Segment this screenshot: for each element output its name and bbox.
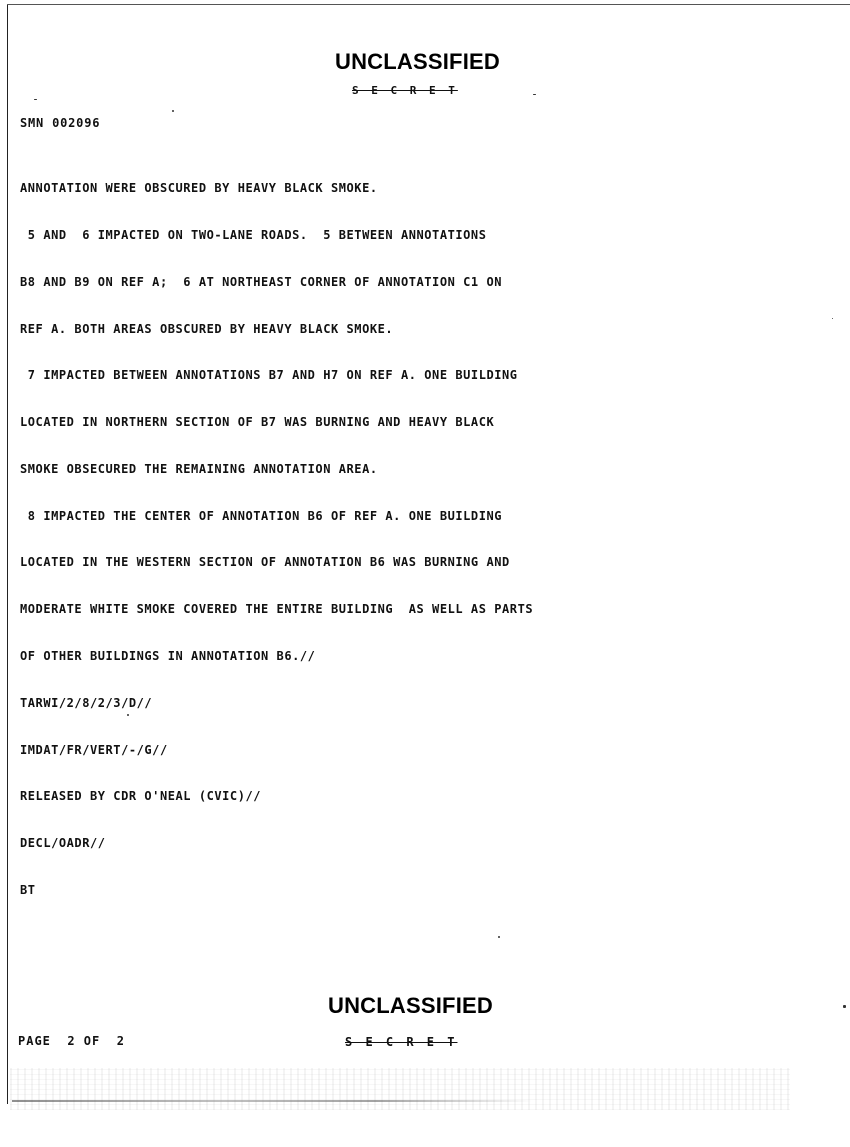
body-line: LOCATED IN NORTHERN SECTION OF B7 WAS BURNING AND HEAVY BLACK <box>20 415 495 430</box>
body-line: TARWI/2/8/2/3/D// <box>20 695 153 710</box>
secret-mark-header: S E C R E T <box>352 84 458 97</box>
body-line: OF OTHER BUILDINGS IN ANNOTATION B6.// <box>20 649 316 663</box>
page-border-top <box>7 4 850 5</box>
scan-speck <box>832 318 833 319</box>
message-body <box>20 150 720 914</box>
body-line: 7 IMPACTED BETWEEN ANNOTATIONS B7 AND H7 ON REF A. ONE BUILDING <box>20 368 518 383</box>
secret-mark-footer: S E C R E T <box>345 1035 458 1049</box>
page-border-left <box>7 4 8 1104</box>
body-line: LOCATED IN THE WESTERN SECTION OF ANNOTATION B6 WAS BURNING AND <box>20 555 510 570</box>
scan-speck <box>34 99 37 100</box>
body-line: RELEASED BY CDR O'NEAL (CVIC)// <box>20 789 262 804</box>
body-line: SMOKE OBSECURED THE REMAINING ANNOTATION AREA. <box>20 461 378 476</box>
classification-header: UNCLASSIFIED <box>335 49 500 74</box>
page-number: PAGE 2 OF 2 <box>18 1034 125 1048</box>
scan-noise-line <box>12 1100 532 1102</box>
body-line: DECL/OADR// <box>20 836 106 851</box>
body-line: BT <box>20 882 36 897</box>
scan-speck <box>498 936 500 938</box>
classification-footer: UNCLASSIFIED <box>328 993 493 1018</box>
body-line: REF A. BOTH AREAS OBSCURED BY HEAVY BLACK SMOKE. <box>20 321 394 336</box>
scan-speck <box>843 1005 846 1008</box>
body-line: 5 AND 6 IMPACTED ON TWO-LANE ROADS. 5 BETWEEN ANNOTATIONS <box>20 227 487 242</box>
message-id: SMN 002096 <box>20 116 101 130</box>
body-line: MODERATE WHITE SMOKE COVERED THE ENTIRE BUILDING AS WELL AS PARTS <box>20 602 534 617</box>
scan-noise-band <box>10 1068 790 1110</box>
body-line: 8 IMPACTED THE CENTER OF ANNOTATION B6 OF REF A. ONE BUILDING <box>20 508 503 523</box>
body-line: B8 AND B9 ON REF A; 6 AT NORTHEAST CORNER OF ANNOTATION C1 ON <box>20 274 503 289</box>
scan-speck <box>172 110 174 112</box>
body-line: IMDAT/FR/VERT/-/G// <box>20 742 168 757</box>
scan-speck <box>127 714 129 716</box>
scan-speck <box>533 94 536 95</box>
body-line: ANNOTATION WERE OBSCURED BY HEAVY BLACK SMOKE. <box>20 181 378 196</box>
